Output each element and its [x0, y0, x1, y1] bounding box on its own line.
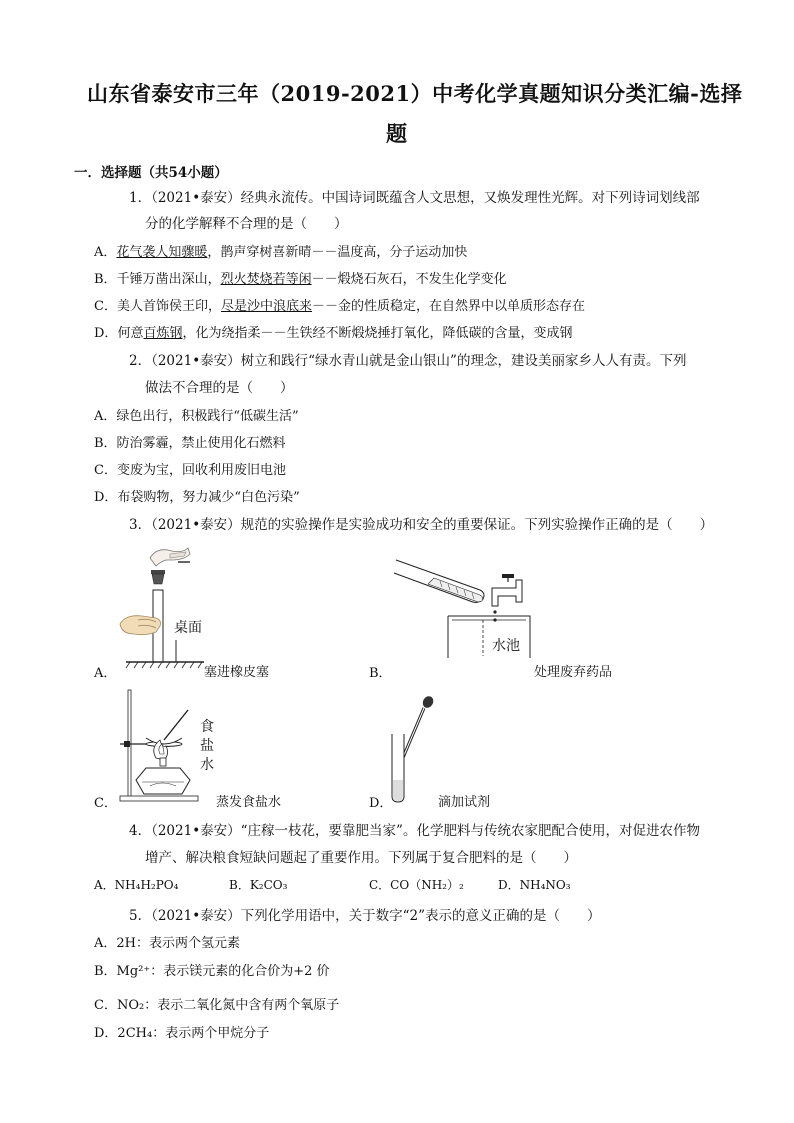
- q1-option-c: [94, 295, 585, 314]
- dropper-tube-illustration: [386, 694, 436, 806]
- q1-b-underlined: 烈火焚烧若等闲: [220, 272, 312, 287]
- q1-a-prefix: A．: [94, 245, 117, 260]
- q3-d-figure: [386, 694, 436, 806]
- q2-stem-line1: 2．（2021•泰安）树立和践行“绿水青山就是金山银山”的理念，建设美丽家乡人人有责。下列: [129, 353, 687, 369]
- q4-option-d: D．NH₄NO₃: [498, 878, 571, 892]
- q1-option-d: [94, 322, 572, 341]
- q5-stem: 5．（2021•泰安）下列化学用语中，关于数字“2”表示的意义正确的是（ ）: [129, 908, 601, 924]
- page-title-line2: 题: [386, 121, 408, 146]
- q4-option-a: A．NH₄H₂PO₄: [94, 878, 179, 892]
- q1-a-rest: ，鹊声穿树喜新晴－－温度高，分子运动加快: [207, 245, 468, 260]
- q3-a-caption: 塞进橡皮塞: [204, 665, 270, 680]
- q4-stem-line2: 增产、解决粮食短缺问题起了重要作用。下列属于复合肥料的是（ ）: [145, 850, 577, 866]
- q3-c-label-1: 食: [200, 719, 214, 735]
- q3-a-table-label: 桌面: [174, 620, 202, 636]
- q2-stem-line2: 做法不合理的是（ ）: [145, 380, 294, 396]
- q1-b-pre: 千锤万凿出深山，: [116, 272, 221, 287]
- q3-c-caption: 蒸发食盐水: [216, 795, 282, 810]
- q2-option-c: C．变废为宝，回收利用废旧电池: [94, 463, 286, 478]
- q1-d-prefix: D．: [94, 326, 118, 341]
- q1-stem-line2: 分的化学解释不合理的是（ ）: [145, 216, 348, 232]
- q3-c-label-3: 水: [200, 757, 214, 773]
- q3-b-letter: B．: [369, 666, 392, 681]
- q4-option-c: C．CO（NH₂）₂: [369, 878, 464, 892]
- stopper-tube-illustration: [116, 540, 206, 675]
- q3-d-caption: 滴加试剂: [438, 795, 491, 810]
- q1-b-rest: －－煅烧石灰石，不发生化学变化: [311, 272, 507, 287]
- q3-c-letter: C．: [94, 796, 117, 811]
- q3-stem: 3．（2021•泰安）规范的实验操作是实验成功和安全的重要保证。下列实验操作正确的是（ ）: [129, 517, 714, 533]
- q5-option-b: B．Mg²⁺：表示镁元素的化合价为+2 价: [94, 964, 330, 979]
- q1-d-underlined: 百炼钢: [143, 326, 183, 341]
- q1-option-b: [94, 268, 507, 287]
- q5-option-c: C．NO₂：表示二氧化氮中含有两个氧原子: [94, 998, 340, 1013]
- q5-option-a: A．2H：表示两个氢元素: [94, 936, 240, 951]
- q1-stem-line1: 1．（2021•泰安）经典永流传。中国诗词既蕴含人文思想，又焕发理性光辉。对下列诗词划线部: [129, 190, 700, 206]
- q3-c-label-2: 盐: [200, 738, 214, 754]
- q3-a-figure: [116, 540, 206, 675]
- q3-b-sink-label: 水池: [492, 638, 520, 654]
- q4-stem-line1: 4．（2021•泰安）“庄稼一枝花，要靠肥当家”。化学肥料与传统农家肥配合使用，对促进农作物: [129, 823, 700, 839]
- q1-c-pre: 美人首饰侯王印，: [116, 299, 221, 314]
- q1-c-underlined: 尽是沙中浪底来: [220, 299, 312, 314]
- q1-a-underlined: 花气袭人知骤暖: [116, 245, 208, 260]
- q4-option-b: B．K₂CO₃: [229, 878, 288, 892]
- q2-option-d: D．布袋购物，努力减少“白色污染”: [94, 490, 300, 505]
- q1-c-prefix: C．: [94, 299, 117, 314]
- q2-option-a: A．绿色出行，积极践行“低碳生活”: [94, 409, 299, 424]
- q5-option-d: D．2CH₄：表示两个甲烷分子: [94, 1026, 270, 1041]
- q3-a-letter: A．: [94, 666, 117, 681]
- q3-d-letter: D．: [369, 796, 393, 811]
- q1-b-prefix: B．: [94, 272, 117, 287]
- q2-option-b: B．防治雾霾，禁止使用化石燃料: [94, 436, 286, 451]
- q3-b-caption: 处理废弃药品: [534, 665, 613, 680]
- q1-d-rest: ，化为绕指柔－－生铁经不断煅烧捶打氧化，降低碳的含量，变成钢: [182, 326, 573, 341]
- q1-d-pre: 何意: [117, 326, 144, 341]
- q1-option-a: [94, 241, 467, 260]
- section-heading: 一．选择题（共54小题）: [74, 165, 228, 181]
- q3-c-figure: [116, 688, 202, 804]
- evaporation-illustration: [116, 688, 202, 804]
- q1-c-rest: －－金的性质稳定，在自然界中以单质形态存在: [311, 299, 585, 314]
- page-title-line1: 山东省泰安市三年（2019-2021）中考化学真题知识分类汇编-选择: [87, 81, 743, 106]
